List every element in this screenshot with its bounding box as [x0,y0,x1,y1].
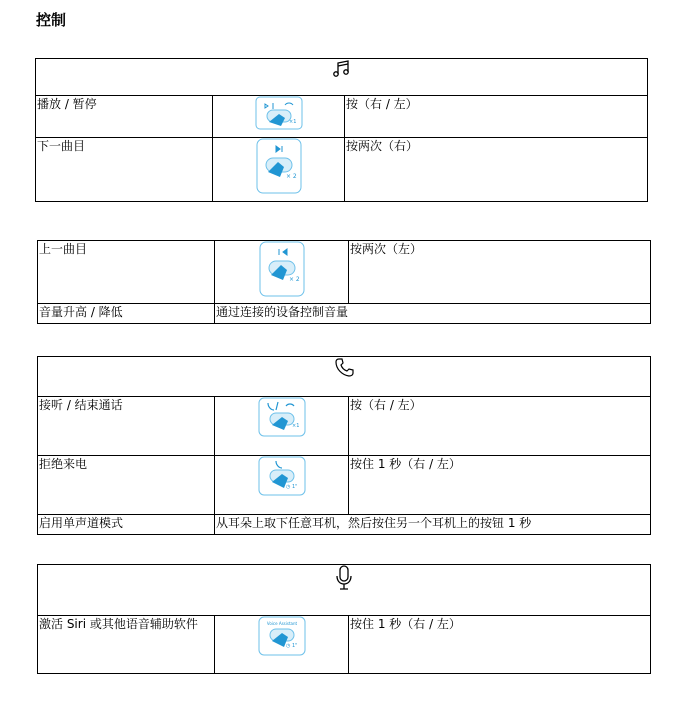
action-label: 激活 Siri 或其他语音辅助软件 [39,617,198,631]
operation-label: 按两次（右） [346,139,419,153]
operation-cell [349,241,651,304]
action-label: 上一曲目 [39,242,88,256]
action-cell [38,515,215,535]
badge: ◷ 1" [285,643,297,649]
action-label: 播放 / 暂停 [37,97,97,111]
earbud-tap-illustration [256,138,302,194]
illustration-cell [215,456,349,515]
illustration-cell [215,397,349,456]
earbud-tap-illustration [258,397,306,437]
music-controls-table [35,58,648,202]
badge: ◷ 1" [285,484,297,490]
illustration-cell [213,96,345,138]
operation-label: 从耳朵上取下任意耳机，然后按住另一个耳机上的按钮 1 秒 [216,516,532,530]
action-cell [38,456,215,515]
action-cell [36,96,213,138]
voice-header [38,565,651,616]
operation-label: 按住 1 秒（右 / 左） [350,617,461,631]
music-header [36,59,648,96]
illustration-caption: Voice Assistant [266,621,297,626]
action-cell [38,304,215,324]
action-cell [36,138,213,202]
action-label: 拒绝来电 [39,457,88,471]
operation-cell [349,397,651,456]
operation-label: 按（右 / 左） [346,97,418,111]
action-cell [38,397,215,456]
call-controls-table [37,356,651,535]
badge: × 2 [285,173,297,180]
illustration-cell [213,138,345,202]
illustration-cell [215,616,349,674]
operation-cell [349,616,651,674]
operation-cell [345,96,648,138]
action-label: 下一曲目 [37,139,86,153]
badge: × 2 [288,276,300,283]
earbud-tap-illustration [259,241,305,297]
operation-cell [349,456,651,515]
earbud-tap-illustration [255,96,303,130]
earbud-hold-illustration [258,616,306,656]
operation-label: 通过连接的设备控制音量 [216,305,349,319]
operation-label: 按（右 / 左） [350,398,422,412]
operation-cell [215,515,651,535]
action-cell [38,241,215,304]
earbud-hold-illustration [258,456,306,496]
music-note-icon [332,59,352,79]
microphone-icon [334,565,354,591]
voice-controls-table [37,564,651,674]
action-label: 启用单声道模式 [39,516,124,530]
track-controls-table [37,240,651,324]
page-title: 控制 [36,11,67,29]
illustration-cell [215,241,349,304]
badge: ×1 [288,119,296,125]
operation-cell [215,304,651,324]
action-cell [38,616,215,674]
operation-label: 按住 1 秒（右 / 左） [350,457,461,471]
badge: ×1 [291,423,299,429]
action-label: 接听 / 结束通话 [39,398,123,412]
operation-label: 按两次（左） [350,242,423,256]
action-label: 音量升高 / 降低 [39,305,123,319]
operation-cell [345,138,648,202]
call-header [38,357,651,397]
phone-icon [334,357,354,377]
